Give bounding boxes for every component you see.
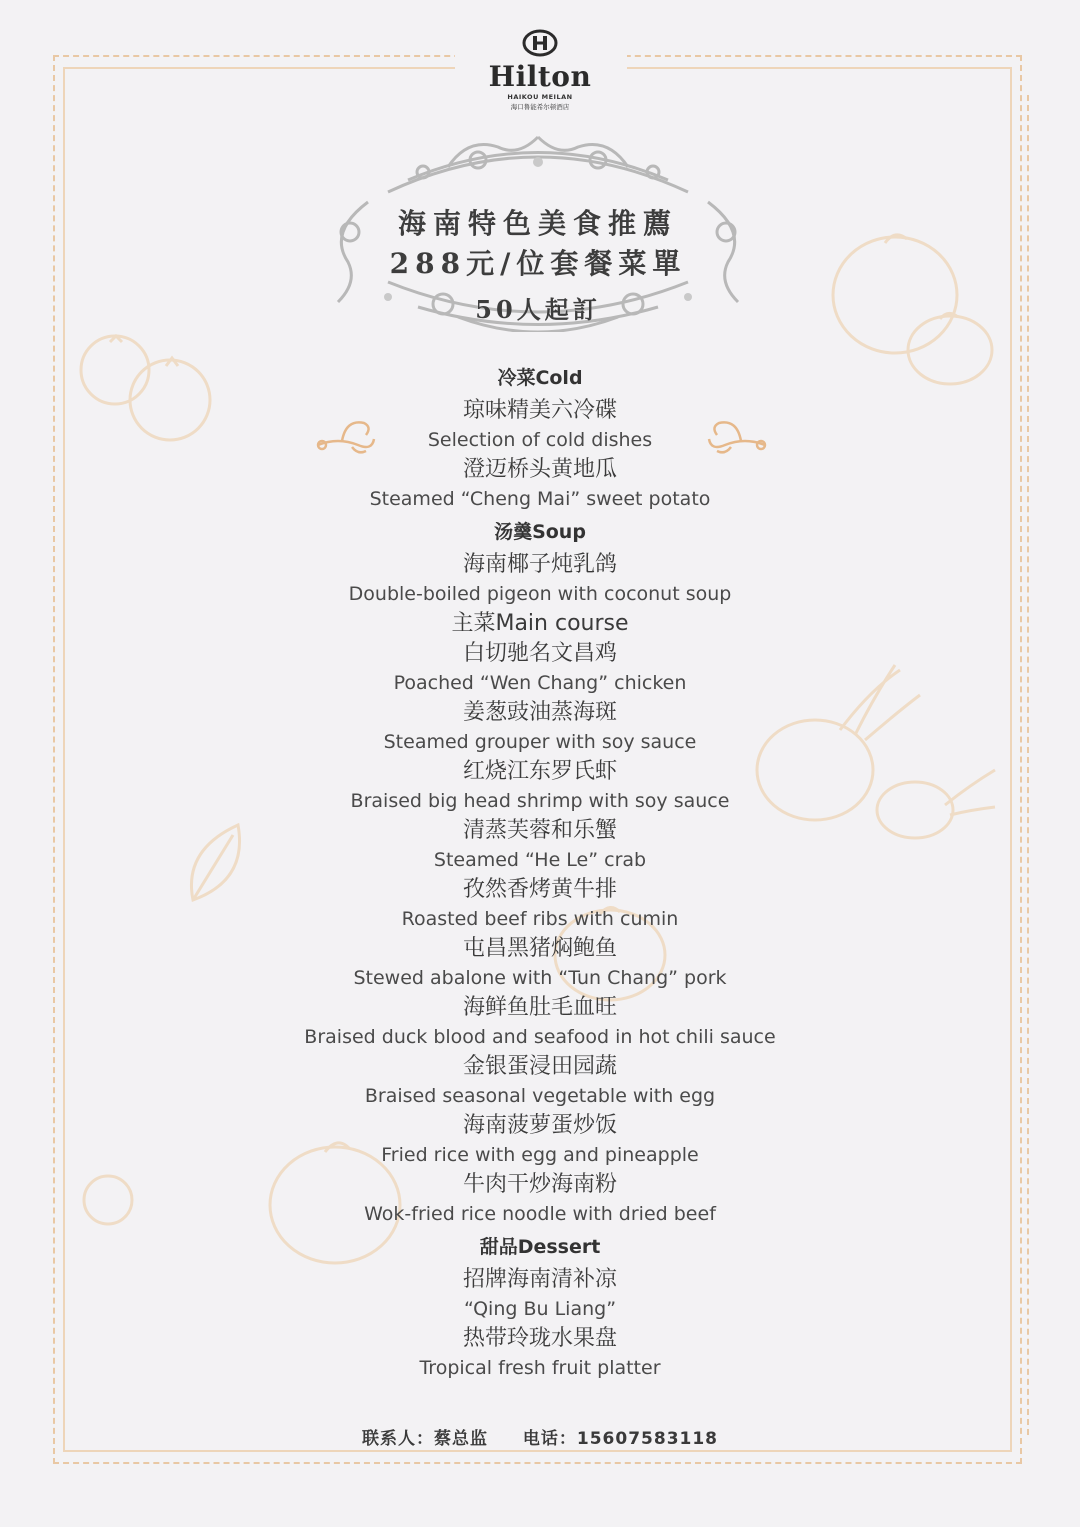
dish-name-en: Selection of cold dishes <box>427 429 653 451</box>
dish-name-zh: 澄迈桥头黄地瓜 <box>462 457 617 482</box>
brand-location-en: HAIKOU MEILAN <box>507 93 573 101</box>
dish-name-en: Braised seasonal vegetable with egg <box>364 1085 716 1107</box>
dish-name-en: Roasted beef ribs with cumin <box>401 908 679 930</box>
menu-section-heading: 冷菜Cold <box>497 367 583 389</box>
dish-name-en: Tropical fresh fruit platter <box>419 1357 661 1379</box>
dish-name-zh: 屯昌黑猪焖鲍鱼 <box>462 936 617 961</box>
dish-name-zh: 海南椰子炖乳鸽 <box>462 552 617 577</box>
dish-name-zh: 孜然香烤黄牛排 <box>462 877 617 902</box>
dish-name-en: Braised big head shrimp with soy sauce <box>350 790 730 812</box>
menu-section-heading: 甜品Dessert <box>479 1236 601 1258</box>
menu-section-heading: 汤羹Soup <box>494 521 586 543</box>
dish-name-en: Double-boiled pigeon with coconut soup <box>348 583 732 605</box>
menu-section-heading: 主菜Main course <box>451 611 629 636</box>
dish-name-en: Steamed “Cheng Mai” sweet potato <box>369 488 711 510</box>
contact-person: 联系人：蔡总监 <box>361 1429 488 1449</box>
dish-name-en: Wok-fried rice noodle with dried beef <box>364 1203 716 1225</box>
dish-name-en: Steamed “He Le” crab <box>433 849 647 871</box>
brand-name: Hilton <box>488 60 592 93</box>
dish-name-zh: 热带玲珑水果盘 <box>462 1326 617 1351</box>
dish-name-en: Braised duck blood and seafood in hot chili sauce <box>304 1026 776 1048</box>
dish-name-zh: 金银蛋浸田园蔬 <box>462 1054 617 1079</box>
brand-location-zh: 海口鲁能希尔顿酒店 <box>510 103 570 111</box>
dish-name-en: Stewed abalone with “Tun Chang” pork <box>353 967 727 989</box>
dish-name-zh: 红烧江东罗氏虾 <box>462 759 617 784</box>
dish-name-zh: 清蒸芙蓉和乐蟹 <box>462 818 617 843</box>
contact-info <box>0 1424 1080 1449</box>
contact-phone: 电话：15607583118 <box>522 1429 719 1449</box>
title-block <box>328 132 748 332</box>
title-line-2: 288元/位套餐菜單 <box>389 247 687 280</box>
dish-name-zh: 白切驰名文昌鸡 <box>462 641 617 666</box>
hilton-emblem-icon <box>521 28 559 58</box>
dish-name-zh: 姜葱豉油蒸海斑 <box>462 700 617 725</box>
dish-name-en: Fried rice with egg and pineapple <box>381 1144 699 1166</box>
dish-name-en: Poached “Wen Chang” chicken <box>393 672 687 694</box>
dish-name-zh: 琼味精美六冷碟 <box>462 398 617 423</box>
title-line-1: 海南特色美食推薦 <box>397 207 678 240</box>
dish-name-zh: 牛肉干炒海南粉 <box>462 1172 617 1197</box>
menu-list <box>0 360 1080 1383</box>
title-line-3: 50人起訂 <box>475 295 601 324</box>
dish-name-en: Steamed grouper with soy sauce <box>383 731 697 753</box>
dish-name-zh: 海鲜鱼肚毛血旺 <box>462 995 617 1020</box>
hilton-logo <box>470 28 610 111</box>
dish-name-zh: 招牌海南清补凉 <box>462 1267 617 1292</box>
dish-name-en: “Qing Bu Liang” <box>463 1298 617 1320</box>
dish-name-zh: 海南菠萝蛋炒饭 <box>462 1113 617 1138</box>
